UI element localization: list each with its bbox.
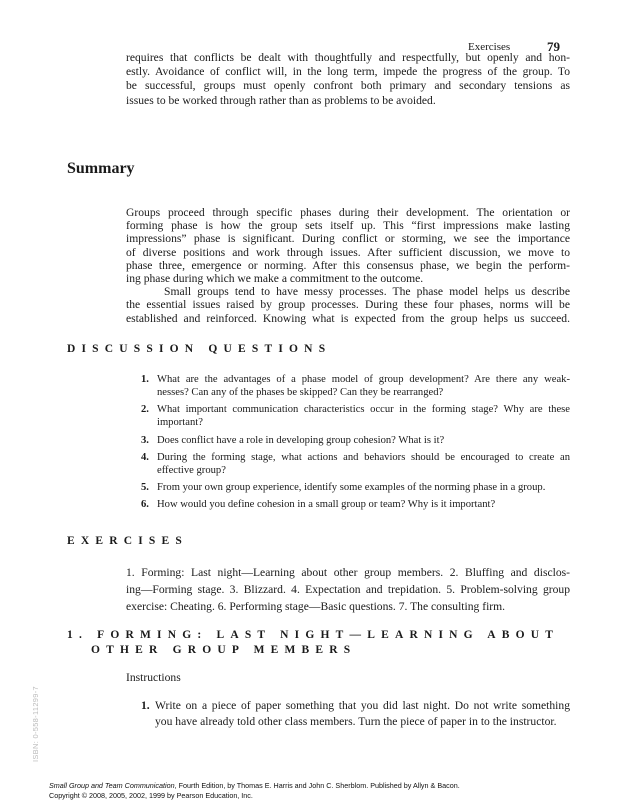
question-item xyxy=(141,434,570,447)
exercises-heading: EXERCISES xyxy=(67,535,188,547)
question-number: 4. xyxy=(141,452,149,463)
text-line: requires that conflicts be dealt with thoughtfully and respectfully, but openly and hon- xyxy=(126,51,570,64)
question-item xyxy=(141,373,570,399)
text-line: During the forming stage, what actions and behaviors should be encouraged to create an xyxy=(157,452,570,463)
footer-book-title: Small Group and Team Communication xyxy=(49,781,175,790)
instruction-item xyxy=(141,698,570,730)
text-line: of diverse positions and work through issues. After sufficient discussion, we move to xyxy=(126,245,570,259)
text-line: What important communication characteristics occur in the forming stage? Why are these xyxy=(157,404,570,415)
text-line: Small groups tend to have messy processes. The phase model helps us describe xyxy=(164,285,570,299)
footer-citation-text: , Fourth Edition, by Thomas E. Harris and John C. Sherblom. Published by Allyn & Bacon. xyxy=(174,781,460,790)
text-line: the essential issues raised by group processes. During these four phases, norms will be xyxy=(126,298,570,312)
instruction-number: 1. xyxy=(141,699,150,712)
text-line: Write on a piece of paper something that you did last night. Do not write something xyxy=(155,699,570,712)
discussion-questions-heading: DISCUSSION QUESTIONS xyxy=(67,343,332,355)
question-item xyxy=(141,498,570,511)
footer-citation xyxy=(49,781,460,800)
running-header-section: Exercises xyxy=(468,41,511,53)
question-number: 1. xyxy=(141,374,149,385)
question-item xyxy=(141,403,570,429)
question-item xyxy=(141,451,570,477)
isbn-side-text: ISBN: 0-558-11299-7 xyxy=(31,685,40,762)
footer-copyright: Copyright © 2008, 2005, 2002, 1999 by Pearson Education, Inc. xyxy=(49,790,253,800)
text-line: estly. Avoidance of conflict will, in the long term, impede the progress of the group. To xyxy=(126,65,570,79)
text-line: you have already told other class members. Turn the piece of paper in to the instructor. xyxy=(155,715,557,728)
question-item xyxy=(141,481,570,494)
intro-paragraph xyxy=(126,51,570,108)
text-line: effective group? xyxy=(157,465,226,476)
text-line: issues to be worked through rather than as problems to be avoided. xyxy=(126,93,436,107)
text-line: How would you define cohesion in a small group or team? Why is it important? xyxy=(157,499,496,510)
text-line: exercise: Cheating. 6. Performing stage—Basic questions. 7. The consulting firm. xyxy=(126,600,506,613)
summary-paragraph xyxy=(126,206,570,325)
text-line: What are the advantages of a phase model of group development? Are there any weak- xyxy=(157,374,570,385)
text-line: Groups proceed through specific phases during their development. The orientation or xyxy=(126,206,570,219)
question-number: 6. xyxy=(141,499,149,510)
text-line: phase three, emergence or norming. After this consensus phase, we begin the perform- xyxy=(126,258,570,272)
text-line: ing phase during which we make a commitment to the outcome. xyxy=(126,272,424,286)
exercises-paragraph xyxy=(126,564,570,615)
instructions-label: Instructions xyxy=(126,671,181,684)
text-line: 1. Forming: Last night—Learning about other group members. 2. Bluffing and disclos- xyxy=(126,566,570,579)
text-line: Does conflict have a role in developing group cohesion? What is it? xyxy=(157,435,445,446)
heading-line: 1. FORMING: LAST NIGHT—LEARNING ABOUT xyxy=(67,629,560,641)
text-line: established and reinforced. Knowing what is expected from the group helps us succeed. xyxy=(126,311,570,325)
text-line: nesses? Can any of the phases be skipped? Can they be rearranged? xyxy=(157,387,444,398)
text-line: impressions” phase is significant. During conflict or storming, we see the importance xyxy=(126,232,570,246)
text-line: be successful, groups must openly confront both primary and secondary tensions as xyxy=(126,79,570,93)
question-number: 2. xyxy=(141,404,149,415)
page-number: 79 xyxy=(547,39,560,54)
heading-line: OTHER GROUP MEMBERS xyxy=(91,643,357,656)
question-number: 5. xyxy=(141,482,149,493)
text-line: ing—Forming stage. 3. Blizzard. 4. Expectation and trepidation. 5. Problem-solving group xyxy=(126,583,570,596)
text-line: forming phase is how the group sets itself up. This “first impressions make lasting xyxy=(126,219,570,233)
text-line: important? xyxy=(157,417,203,428)
exercise-1-heading xyxy=(67,628,559,657)
summary-heading: Summary xyxy=(67,160,135,177)
text-line: From your own group experience, identify some examples of the norming phase in a group. xyxy=(157,482,546,493)
question-number: 3. xyxy=(141,435,149,446)
